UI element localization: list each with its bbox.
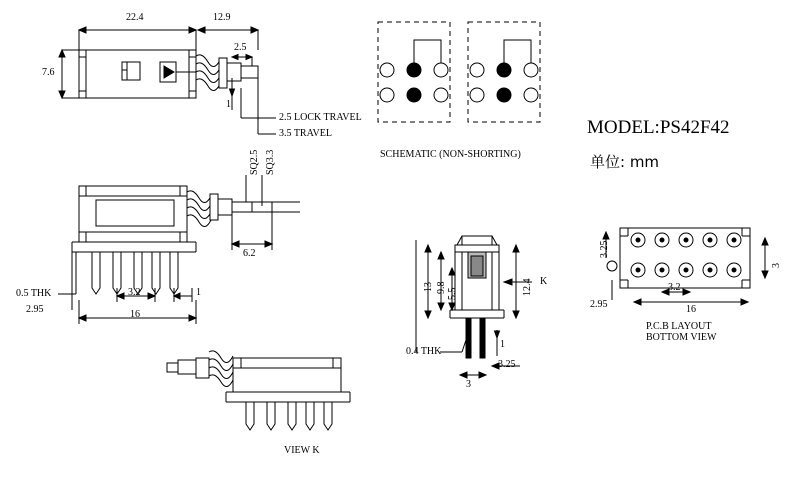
dim-label-3-2-pcb: 3.2 bbox=[668, 282, 681, 293]
dim-label-22-4: 22.4 bbox=[126, 12, 144, 23]
dim-label-3-25-side: 3.25 bbox=[498, 359, 516, 370]
dim-label-sq2-5: SQ2.5 bbox=[249, 149, 260, 175]
dim-label-sq3-3: SQ3.3 bbox=[265, 149, 276, 175]
dim-label-1-mid: 1 bbox=[196, 287, 201, 298]
dim-label-16-pcb: 16 bbox=[686, 304, 696, 315]
dim-12-9 bbox=[198, 27, 258, 50]
dim-label-2-95-mid: 2.95 bbox=[26, 304, 44, 315]
pins-view-k bbox=[246, 402, 332, 430]
label-bottom-view: BOTTOM VIEW bbox=[646, 332, 717, 343]
dim-label-0-4-thk: 0.4 THK bbox=[406, 346, 442, 357]
model-title: MODEL:PS42F42 bbox=[587, 117, 730, 138]
dim-7-6 bbox=[59, 50, 79, 98]
label-pcb-layout: P.C.B LAYOUT bbox=[646, 321, 712, 332]
dim-label-7-6: 7.6 bbox=[42, 67, 55, 78]
dim-label-3-25-pcb: 3.25 bbox=[599, 240, 610, 258]
dim-label-0-5-thk: 0.5 THK bbox=[16, 288, 52, 299]
dim-label-2-95-pcb: 2.95 bbox=[590, 299, 608, 310]
dim-label-1-top: 1 bbox=[226, 99, 231, 110]
dim-label-13: 13 bbox=[423, 282, 434, 292]
label-arrow-k: K bbox=[540, 276, 548, 287]
dim-label-1-side: 1 bbox=[500, 339, 505, 350]
dim-label-2-5: 2.5 bbox=[234, 42, 247, 53]
schematic-group bbox=[378, 22, 540, 122]
dim-label-6-2: 6.2 bbox=[243, 248, 256, 259]
dim-label-12-9: 12.9 bbox=[213, 12, 231, 23]
label-travel: 3.5 TRAVEL bbox=[279, 128, 332, 139]
dim-6-2 bbox=[232, 212, 272, 250]
label-schematic: SCHEMATIC (NON-SHORTING) bbox=[380, 149, 521, 160]
label-lock-travel: 2.5 LOCK TRAVEL bbox=[279, 112, 362, 123]
unit-label: 单位: mm bbox=[590, 153, 660, 171]
dim-label-3-side: 3 bbox=[466, 379, 471, 390]
dim-label-3-pcb: 3 bbox=[771, 263, 782, 268]
dim-22-4 bbox=[79, 27, 196, 52]
dim-label-3-2-mid: 3.2 bbox=[128, 287, 141, 298]
dim-label-5-5: 5.5 bbox=[447, 287, 458, 300]
dim-label-12-4: 12.4 bbox=[522, 278, 533, 296]
dim-label-9-8: 9.8 bbox=[436, 281, 447, 294]
dim-label-16-mid: 16 bbox=[130, 309, 140, 320]
label-view-k: VIEW K bbox=[284, 445, 320, 456]
